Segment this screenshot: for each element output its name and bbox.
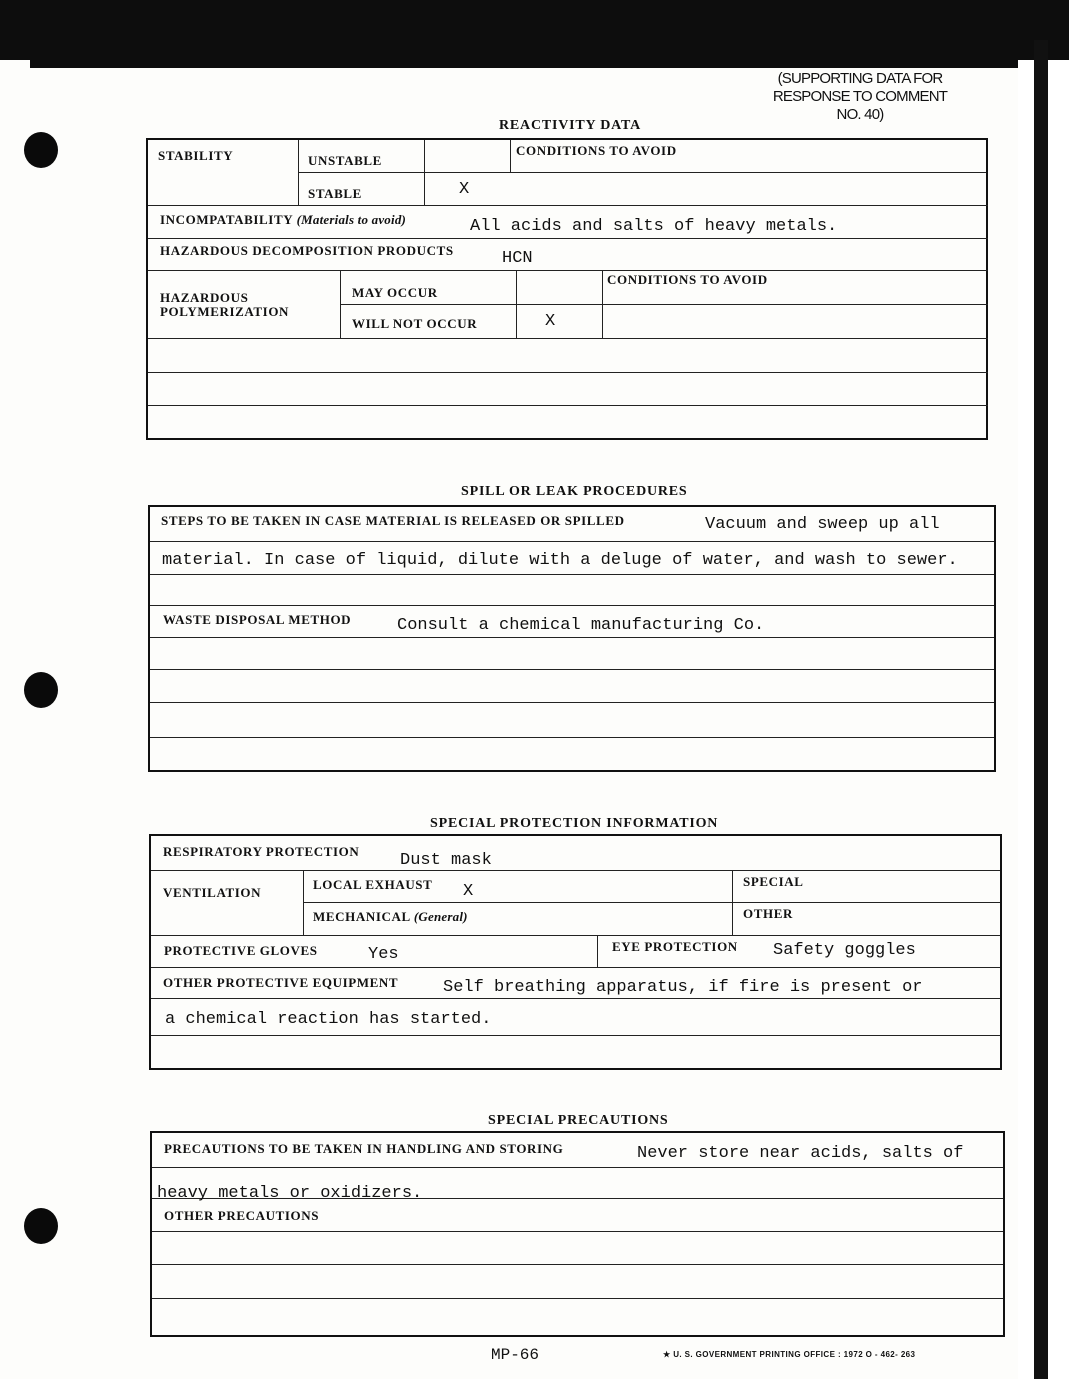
mechanical-sublabel: (General)	[413, 909, 468, 924]
decomposition-value: HCN	[502, 249, 533, 268]
page-number: MP-66	[491, 1346, 540, 1364]
supporting-note	[760, 70, 960, 124]
waste-disposal-value: Consult a chemical manufacturing Co.	[397, 616, 765, 635]
spill-title: SPILL OR LEAK PROCEDURES	[461, 484, 688, 499]
scan-left-margin	[0, 60, 30, 1379]
special-ventilation-label: SPECIAL	[743, 874, 804, 889]
handling-storing-label: PRECAUTIONS TO BE TAKEN IN HANDLING AND STORING	[164, 1141, 564, 1156]
polymerization-label-line1: HAZARDOUS	[160, 290, 249, 305]
handling-storing-value-line2: heavy metals or oxidizers.	[157, 1184, 423, 1203]
punch-hole-icon	[24, 1208, 58, 1244]
supporting-note-line: (SUPPORTING DATA FOR	[777, 70, 943, 87]
spill-steps-value-line2: material. In case of liquid, dilute with a deluge of water, and wash to sewer.	[162, 551, 958, 570]
eye-protection-value: Safety goggles	[773, 941, 916, 960]
other-equipment-label: OTHER PROTECTIVE EQUIPMENT	[163, 975, 399, 990]
incompatability-label-text: INCOMPATABILITY	[160, 212, 293, 227]
other-ventilation-label: OTHER	[743, 906, 793, 921]
punch-hole-icon	[24, 132, 58, 168]
handling-storing-value-line1: Never store near acids, salts of	[637, 1144, 964, 1163]
protection-title: SPECIAL PROTECTION INFORMATION	[430, 816, 719, 831]
reactivity-title: REACTIVITY DATA	[499, 118, 642, 133]
scan-top-border	[0, 0, 1069, 70]
stability-label: STABILITY	[158, 148, 234, 163]
punch-hole-icon	[24, 672, 58, 708]
unstable-label: UNSTABLE	[308, 153, 382, 168]
will-not-occur-checkmark: X	[545, 312, 556, 331]
spill-steps-label: STEPS TO BE TAKEN IN CASE MATERIAL IS RELEASED OR SPILLED	[161, 513, 625, 528]
incompatability-label	[160, 212, 406, 228]
local-exhaust-checkmark: X	[463, 882, 474, 901]
mechanical-label	[313, 909, 468, 925]
incompatability-sublabel: (Materials to avoid)	[296, 212, 407, 227]
other-equipment-value-line1: Self breathing apparatus, if fire is present or	[443, 978, 923, 997]
mechanical-label-text: MECHANICAL	[313, 909, 411, 924]
waste-disposal-label: WASTE DISPOSAL METHOD	[163, 612, 352, 627]
supporting-note-line: RESPONSE TO COMMENT	[772, 88, 948, 105]
spill-steps-value-line1: Vacuum and sweep up all	[705, 515, 940, 534]
conditions-to-avoid-label: CONDITIONS TO AVOID	[516, 143, 677, 158]
will-not-occur-label: WILL NOT OCCUR	[352, 316, 478, 331]
local-exhaust-label: LOCAL EXHAUST	[313, 877, 433, 892]
other-precautions-label: OTHER PRECAUTIONS	[164, 1208, 320, 1223]
ventilation-label: VENTILATION	[163, 885, 262, 900]
scan-right-border	[1034, 40, 1048, 1379]
other-equipment-value-line2: a chemical reaction has started.	[165, 1010, 492, 1029]
incompatability-value: All acids and salts of heavy metals.	[470, 217, 838, 236]
polymerization-label-line2: POLYMERIZATION	[160, 304, 290, 319]
poly-conditions-label: CONDITIONS TO AVOID	[607, 272, 768, 287]
may-occur-label: MAY OCCUR	[352, 285, 438, 300]
respiratory-value: Dust mask	[400, 851, 492, 870]
precautions-title: SPECIAL PRECAUTIONS	[488, 1113, 669, 1128]
decomposition-label: HAZARDOUS DECOMPOSITION PRODUCTS	[160, 243, 454, 258]
reactivity-table	[146, 138, 988, 440]
respiratory-label: RESPIRATORY PROTECTION	[163, 844, 360, 859]
stable-checkmark: X	[459, 180, 470, 199]
eye-protection-label: EYE PROTECTION	[612, 939, 738, 954]
printing-office-footer: ★ U. S. GOVERNMENT PRINTING OFFICE : 1972 O - 462- 263	[663, 1350, 916, 1359]
gloves-value: Yes	[368, 945, 399, 964]
gloves-label: PROTECTIVE GLOVES	[164, 943, 318, 958]
stable-label: STABLE	[308, 186, 362, 201]
spill-table	[148, 505, 996, 772]
supporting-note-line: NO. 40)	[836, 106, 884, 123]
